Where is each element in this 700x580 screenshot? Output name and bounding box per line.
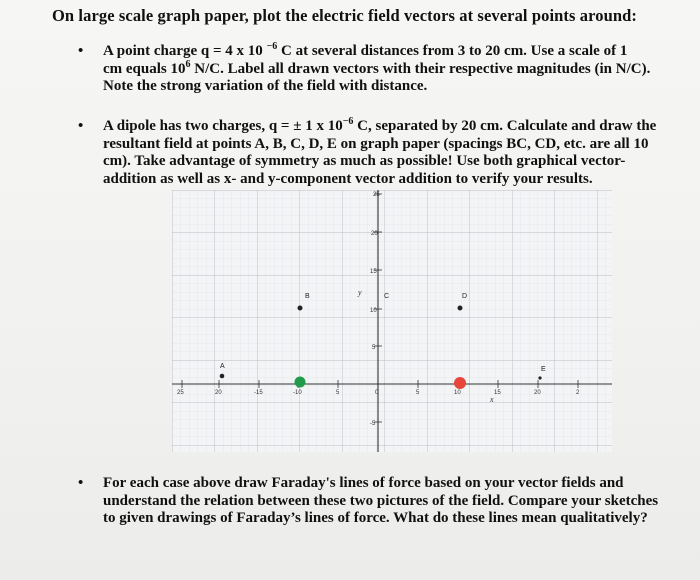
y-tick-label: -5 <box>370 421 376 427</box>
x-tick-label: 2 <box>576 390 580 396</box>
y-tick-label: 10 <box>370 308 377 314</box>
bullet-line: For each case above draw Faraday's lines of force based on your vector fields and <box>103 475 624 491</box>
x-tick-label: 5 <box>416 390 420 396</box>
bullet-line: cm). Take advantage of symmetry as much as possible! Use both graphical vector- <box>103 153 626 169</box>
bullet-line <box>103 58 663 79</box>
x-tick-label: 5 <box>336 390 340 396</box>
y-tick-label: 5 <box>372 345 376 351</box>
y-tick-label: 25 <box>373 192 380 198</box>
point-a-dot <box>220 374 225 379</box>
text-fragment: C, separated by 20 cm. Calculate and draw the <box>353 118 657 134</box>
positive-charge <box>454 377 466 389</box>
bullet-line: addition as well as x- and y-component vector addition to verify your results. <box>103 170 593 187</box>
point-b-dot <box>298 306 303 311</box>
y-tick-label: 15 <box>370 269 377 275</box>
point-label-a: A <box>220 363 225 370</box>
text-fragment: C at several distances from 3 to 20 cm. Use a scale of 1 <box>277 43 628 59</box>
x-tick-label: -10 <box>293 390 302 396</box>
x-tick-label: 0 <box>375 390 379 396</box>
bullet-point-charge <box>78 41 663 96</box>
dipole-graph-paper <box>172 190 612 452</box>
text-fragment: cm equals 10 <box>103 60 186 77</box>
graph-grid <box>172 190 612 452</box>
exponent: −6 <box>342 116 354 127</box>
point-label-c: C <box>384 293 390 300</box>
exponent: 6 <box>185 58 191 70</box>
point-label-d: D <box>462 293 468 300</box>
x-tick-label: 10 <box>454 390 461 396</box>
text-fragment: N/C. Label all drawn vectors with their respective magnitudes (in N/C). <box>190 60 651 77</box>
bullet-faraday-lines <box>78 475 663 528</box>
bullet-symbol: • <box>78 118 84 134</box>
bullet-line: understand the relation between these two pictures of the field. Compare your sketches <box>103 492 659 509</box>
text-fragment: A dipole has two charges, q = ± 1 x 10 <box>103 118 343 134</box>
x-axis-label: x <box>490 395 494 404</box>
point-d-dot <box>458 306 463 311</box>
bullet-symbol: • <box>78 43 84 59</box>
text-fragment: A point charge q = 4 x 10 <box>103 43 267 59</box>
bullet-line <box>103 118 663 136</box>
x-tick-label: -15 <box>254 390 263 396</box>
point-label-e: E <box>541 366 546 373</box>
y-axis-label: y <box>358 288 362 297</box>
bullet-line: to given drawings of Faraday’s lines of force. What do these lines mean qualitatively? <box>103 510 648 526</box>
y-tick-label: 20 <box>371 231 378 237</box>
bullet-dipole <box>78 116 663 188</box>
point-e-dot <box>538 376 541 379</box>
x-tick-label: 20 <box>534 390 541 396</box>
x-tick-label: 20 <box>215 390 222 396</box>
point-label-b: B <box>305 293 310 300</box>
x-tick-label: 15 <box>494 390 501 396</box>
bullet-line: resultant field at points A, B, C, D, E on graph paper (spacings BC, CD, etc. are all 10 <box>103 135 649 152</box>
x-tick-label: 25 <box>177 390 184 396</box>
page-heading: On large scale graph paper, plot the electric field vectors at several points around: <box>52 6 638 25</box>
bullet-line: Note the strong variation of the field with distance. <box>103 78 428 94</box>
exponent: −6 <box>266 41 278 52</box>
negative-charge <box>295 377 306 388</box>
bullet-symbol: • <box>78 475 84 491</box>
